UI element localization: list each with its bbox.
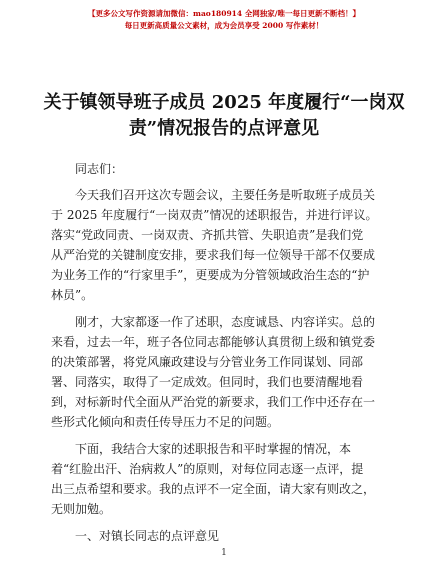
- paragraph-3-line: 出三点希望和要求。我的点评不一定全面，请大家有则改之，: [51, 482, 376, 496]
- paragraph-2-line: 刚才，大家都逐一作了述职，态度诚恳、内容详实。总的: [75, 315, 376, 329]
- paragraph-1-line: 今天我们召开这次专题会议，主要任务是听取班子成员关: [75, 188, 376, 202]
- paragraph-3-line: 着“红脸出汗、治病救人”的原则，对每位同志逐一点评，提: [51, 462, 364, 476]
- paragraph-1-line: 落实“党政同责、一岗双责、齐抓共管、失职追责”是我们党: [51, 228, 364, 242]
- document-title-line-2: 责”情况报告的点评意见: [128, 118, 320, 139]
- paragraph-1-line: 从严治党的关键制度安排，要求我们每一位领导干部不仅要成: [51, 248, 376, 262]
- paragraph-2-line: 来看，过去一年，班子各位同志都能够认真贯彻上级和镇党委: [51, 335, 376, 349]
- ad-banner-line-1: 【更多公文写作资源请加微信：mao180914 全网独家/唯一每日更新不断档！】: [88, 9, 360, 18]
- paragraph-2-line: 些形式化倾向和责任传导压力不足的问题。: [51, 415, 280, 429]
- paragraph-1-line: 于 2025 年度履行“一岗双责”情况的述职报告，并进行评议。: [51, 208, 378, 222]
- paragraph-2-line: 署、同落实，取得了一定成效。但同时，我们也要清醒地看: [51, 375, 364, 389]
- paragraph-2-line: 的决策部署，将党风廉政建设与分管业务工作同谋划、同部: [51, 355, 364, 369]
- document-title-line-1: 关于镇领导班子成员 2025 年度履行“一岗双: [43, 92, 405, 113]
- page-number: 1: [221, 548, 227, 558]
- section-heading-1: 一、对镇长同志的点评意见: [75, 529, 220, 543]
- paragraph-3-line: 下面，我结合大家的述职报告和平时掌握的情况，本: [75, 442, 352, 456]
- paragraph-1-line: 林员”。: [51, 288, 94, 302]
- ad-banner-line-2: 每日更新高质量公文素材，成为会员享受 2000 写作素材！: [124, 21, 324, 30]
- paragraph-2-line: 到，对标新时代全面从严治党的新要求，我们工作中还存在一: [51, 395, 376, 409]
- paragraph-1-line: 为业务工作的“行家里手”，更要成为分管领域政治生态的“护: [51, 268, 370, 282]
- paragraph-3-line: 无则加勉。: [51, 502, 112, 516]
- greeting: 同志们：: [75, 162, 124, 176]
